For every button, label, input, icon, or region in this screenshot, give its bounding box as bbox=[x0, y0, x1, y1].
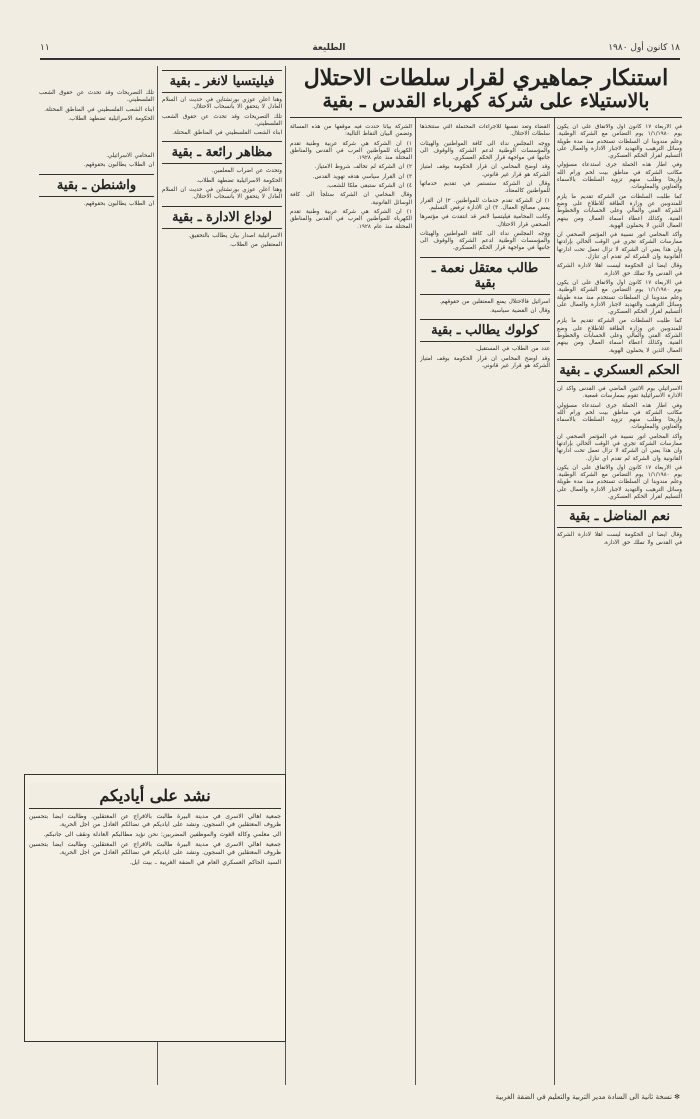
main-headline bbox=[290, 66, 682, 118]
paragraph: ووجه المجلس نداء الى كافة المواطنين والهيئات والمؤسسات الوطنية لدعم الشركة والوقوف الى جانبها في مواجهة قرار الحكم العسكري. bbox=[420, 230, 550, 252]
footnote: ✻ نسخة ثانية الى السادة مدير التربية والتعليم في الضفة الغربية bbox=[495, 1093, 680, 1101]
paragraph: في الاربعاء ١٧ كانون اول والاتفاق على ان يكون يوم ١/١/١٩٨٠ يوم التضامن مع الشركة الوطنية. وعلم مندوبنا ان السلطات تستخدم منذ مدة طويلة وسائل الترهيب والتهديد لاجبار الادارة والعمال على التسليم لقرار الحكم العسكري. bbox=[557, 279, 682, 316]
publication-name: الطليعة bbox=[312, 43, 346, 53]
paragraph: كما طلبت السلطات من الشركة تقديم ما يلزم للمندوبين عن وزارة الطاقة للاطلاع على وضع الشركة الفني والمالي وعلى الحسابات والخطوط الفنية. وكذلك اعطاء اسماء العمال ومن بينهم العمال الذين لا يحملون الهوية. bbox=[557, 318, 682, 354]
section-title-kulouk: كولوك يطالب ـ بقية bbox=[420, 319, 550, 342]
paragraph: ٤) ان الشركة ستبقى ملكا للشعب. bbox=[326, 183, 412, 190]
paragraph: ابناء الشعب الفلسطيني في المناطق المحتلة. bbox=[44, 106, 154, 113]
paragraph: كما طلبت السلطات من الشركة تقديم ما يلزم للمندوبين عن وزارة الطاقة للاطلاع على وضع الشركة الفني والمالي وعلى الحسابات والخطوط الفنية. وكذلك اعطاء اسماء العمال ومن بينهم العمال الذين لا يحملون الهوية. bbox=[557, 193, 682, 229]
column-rule bbox=[554, 66, 555, 1085]
paragraph: القضاء وتعد نفسها للاجراءات المحتملة التي ستتخذها سلطات الاحتلال. bbox=[420, 124, 550, 138]
paragraph: اسرائيل فالاحتلال يمنع المعتقلين من حقوقهم. bbox=[439, 298, 550, 305]
paragraph: وقد اوضح المحامي ان قرار الحكومة بوقف امتياز الشركة هو قرار غير قانوني. bbox=[420, 164, 550, 178]
column-1 bbox=[557, 124, 682, 1085]
paragraph: جمعية اهالي الاسرى في مدينة البيرة طالبت بالافراج عن المعتقلين. وطالبت ايضا بتحسين ظروف المعتقلين في السجون. ونشد على اياديكم في نضالكم العادل من اجل الحرية. bbox=[29, 841, 281, 856]
page-number: ١١ bbox=[40, 43, 50, 53]
paragraph: وقال المحامي ان الشركة ستلجأ الى كافة الوسائل القانونية. bbox=[290, 192, 412, 206]
paragraph: في الاربعاء ١٧ كانون اول والاتفاق على ان يكون يوم ١/١/١٩٨٠ يوم التضامن مع الشركة الوطنية. وعلم مندوبنا ان السلطات تستخدم منذ مدة طويلة وسائل الترهيب والتهديد لاجبار الادارة والعمال على التسليم لقرار الحكم العسكري. bbox=[557, 464, 682, 501]
paragraph: الشركة بيانا حددت فيه موقفها من هذه المسالة وتضمن البيان النقاط التالية: bbox=[290, 124, 412, 138]
section-title-palestine: فيليتسيا لانغر ـ بقية bbox=[162, 70, 282, 93]
paragraph: الى معلمي وكالة الغوث والموظفين المضربين: نحن نؤيد مطالبكم العادلة ونقف الى جانبكم. bbox=[43, 831, 281, 838]
paragraph: ٣) ان القرار سياسي هدفه تهويد القدس. bbox=[312, 173, 412, 180]
section-title-farewell: لوداع الادارة ـ بقية bbox=[162, 206, 282, 229]
section-title-military: الحكم العسكري ـ بقية bbox=[557, 359, 682, 382]
section-title-student: طالب معتقل نعمة ـ بقية bbox=[420, 257, 550, 295]
headline-line-2: بالاستيلاء على شركة كهرباء القدس ـ بقية bbox=[322, 90, 650, 113]
paragraph: وقد اوضح المحامي ان قرار الحكومة بوقف امتياز الشركة هو قرار غير قانوني. bbox=[420, 355, 550, 369]
paragraph: وقال ايضا ان الحكومة ليست اهلا لادارة الشركة في القدس ولا تملك حق الادارة. bbox=[557, 532, 682, 546]
paragraph: وهنا اعلن عوزي بورنشتاين في حديث ان السلام العادل لا يتحقق الا بانسحاب الاحتلال. bbox=[162, 187, 282, 201]
paragraph: ووجه المجلس نداء الى كافة المواطنين والهيئات والمؤسسات الوطنية لدعم الشركة والوقوف الى جانبها في مواجهة قرار الحكم العسكري. bbox=[420, 140, 550, 162]
paragraph: الاسرائيلي يوم الاثنين الماضي في القدس واكد ان الادارة الاسرائيلية تقوم بممارسات قمعية. bbox=[557, 385, 682, 400]
column-rule bbox=[415, 66, 416, 1085]
paragraph: المحامي الاسرائيلي. bbox=[106, 153, 154, 160]
headline-line-1: استنكار جماهيري لقرار سلطات الاحتلال bbox=[303, 65, 669, 91]
paragraph: وهنا اعلن عوزي بورنشتاين في حديث ان السلام العادل لا يتحقق الا بانسحاب الاحتلال. bbox=[162, 97, 282, 111]
paragraph: الاسرائيلية اصدار بيان يطالب بالتحقيق. bbox=[188, 232, 282, 239]
paragraph: وقال ايضا ان الحكومة ليست اهلا لادارة الشركة في القدس ولا تملك حق الادارة. bbox=[557, 263, 682, 277]
paragraph: جمعية اهالي الاسرى في مدينة البيرة طالبت بالافراج عن المعتقلين. وطالبت ايضا بتحسين ظروف المعتقلين في السجون. ونشد على اياديكم في نضالكم العادل من اجل الحرية. bbox=[29, 813, 281, 828]
paragraph: وفي اطار هذه الحملة جرى استدعاء مسؤولي مكاتب الشركة في مناطق بيت لحم ورام الله واريحا وطلب منهم تزويد السلطات بالاسماء والعناوين والمعلومات. bbox=[557, 402, 682, 431]
column-2 bbox=[420, 124, 550, 1085]
paragraph: تلك التصريحات وقد تحدث عن حقوق الشعب الفلسطيني. bbox=[162, 113, 282, 127]
paragraph: تلك التصريحات وقد تحدث عن حقوق الشعب الفلسطيني. bbox=[39, 90, 154, 104]
column-3 bbox=[290, 124, 412, 1085]
paragraph: وتحدث عن اضراب المعلمين. bbox=[211, 168, 282, 175]
paragraph: ٢) ان الشركة لم تخالف شروط الامتياز. bbox=[314, 164, 412, 171]
paragraph: ١) ان الشركة هي شركة عربية وطنية تقدم الكهرباء للمواطنين العرب في القدس والمناطق المحتلة منذ عام ١٩٢٨. bbox=[290, 208, 412, 230]
paragraph: الحكومة الاسرائيلية تضطهد الطلاب. bbox=[68, 115, 154, 122]
masthead bbox=[40, 38, 680, 60]
section-title-mahas: نعم المناضل ـ بقية bbox=[557, 505, 682, 528]
paragraph: الحكومة الاسرائيلية تضطهد الطلاب. bbox=[196, 177, 282, 184]
paragraph: عدد من الطلاب في المستقبل. bbox=[475, 346, 550, 353]
paragraph: في الاربعاء ١٧ كانون اول والاتفاق على ان يكون يوم ١/١/١٩٨٠ يوم التضامن مع الشركة الوطنية. وعلم مندوبنا ان السلطات تستخدم منذ مدة طويلة وسائل الترهيب والتهديد لاجبار الادارة والعمال على التسليم لقرار الحكم العسكري. bbox=[557, 124, 682, 160]
paragraph: ان الطلاب يطالبون بحقوقهم. bbox=[83, 162, 154, 169]
paragraph: وقال ان الشركة ستستمر في تقديم خدماتها للمواطنين كالمعتاد. bbox=[420, 181, 550, 195]
section-title-aspects: مظاهر رائعة ـ بقية bbox=[162, 141, 282, 164]
appeal-title: نشد على أياديكم bbox=[29, 783, 281, 809]
paragraph: ١) ان الشركة تقدم خدمات للمواطنين. ٢) ان القرار يمس مصالح العمال. ٣) ان الادارة ترفض التسليم. bbox=[420, 197, 550, 211]
paragraph: وأكد المحامي انور نسيبة في المؤتمر الصحفي ان ممارسات الشركة تجري في الوقت الحالي بإرادتها وان هذا يعني ان الشركة لا تزال تعمل تحت ادارتها القانونية وان الشركة لم تقدم اي تنازل. bbox=[557, 433, 682, 462]
paragraph: وأكد المحامي انور نسيبة في المؤتمر الصحفي ان ممارسات الشركة تجري في الوقت الحالي بإرادتها وان هذا يعني ان الشركة لا تزال تعمل تحت ادارتها القانونية وان الشركة لم تقدم اي تنازل. bbox=[557, 232, 682, 261]
paragraph: وقال ان القضية سياسية. bbox=[490, 308, 550, 315]
issue-date: ١٨ كانون أول ١٩٨٠ bbox=[608, 43, 680, 53]
paragraph: المعتقلين من الطلاب. bbox=[229, 241, 282, 248]
paragraph: ابناء الشعب الفلسطيني في المناطق المحتلة. bbox=[172, 130, 282, 137]
paragraph: ان الطلاب يطالبون بحقوقهم. bbox=[83, 200, 154, 207]
paragraph: ١) ان الشركة هي شركة عربية وطنية تقدم الكهرباء للمواطنين العرب في القدس والمناطق المحتلة منذ عام ١٩٢٨. bbox=[290, 140, 412, 162]
paragraph: السيد الحاكم العسكري العام في الضفة الغربية ـ بيت ايل. bbox=[129, 859, 281, 866]
appeal-box bbox=[24, 774, 286, 1042]
paragraph: وفي اطار هذه الحملة جرى استدعاء مسؤولي مكاتب الشركة في مناطق بيت لحم ورام الله واريحا وطلب منهم تزويد السلطات بالاسماء والعناوين والمعلومات. bbox=[557, 162, 682, 191]
paragraph: وكانت المحامية فيليتسيا لانغر قد انتقدت في مؤتمرها الصحفي قرار الاحتلال. bbox=[420, 214, 550, 228]
section-title-washington: واشنطن ـ بقية bbox=[39, 174, 154, 197]
